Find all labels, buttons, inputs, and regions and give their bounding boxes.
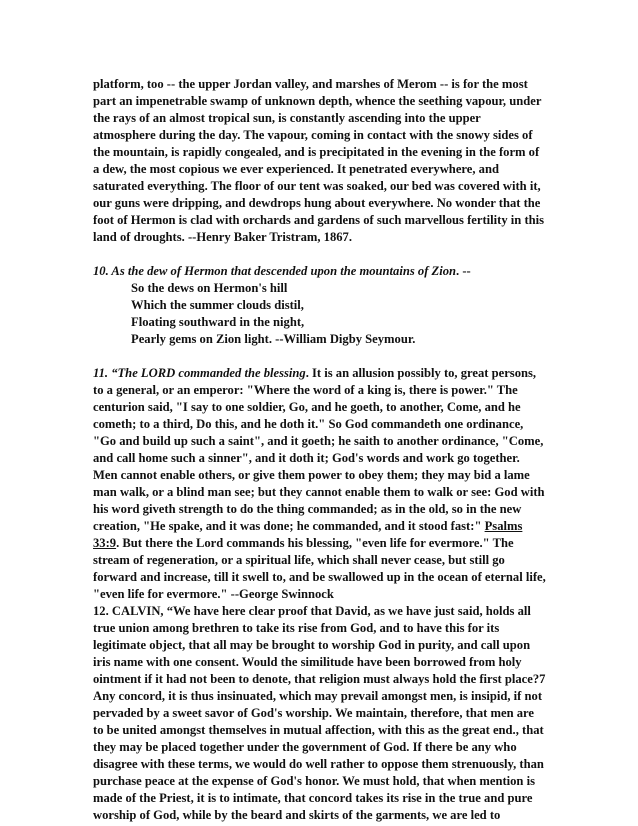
text-line: centurion said, "I say to one soldier, Go, and he goeth, to another, Come, and he	[93, 400, 521, 414]
text-line: ointment if it had not been to denote, that religion must always hold the first place?7	[93, 672, 546, 686]
text-line-with-link	[93, 535, 553, 552]
section-11	[93, 365, 553, 603]
text-line: they may be placed together under the government of God. If there be any who	[93, 740, 517, 754]
text-line: purchase peace at the expense of God's honor. We must hold, that when mention is	[93, 774, 535, 788]
text-line: the mountain, is rapidly congealed, and is precipitated in the evening in the form of	[93, 145, 540, 159]
text-line: to a general, or an emperor: "Where the word of a king is, there is power." The	[93, 383, 518, 397]
section-12-calvin	[93, 603, 553, 824]
verse-reference: 11. “The LORD commanded the blessing	[93, 366, 306, 380]
text-line: Any concord, it is thus insinuated, which may prevail amongst men, is insipid, if not	[93, 689, 543, 703]
text-line: iris name with one consent. Would the similitude have been borrowed from holy	[93, 655, 522, 669]
section-10	[93, 263, 553, 348]
poem-line: Floating southward in the night,	[131, 315, 305, 329]
text-line: and call home such a sinner", and it doth it; God's words and work go together.	[93, 451, 520, 465]
text-line: disagree with these terms, we would do well rather to oppose them strenuously, than	[93, 757, 544, 771]
text-line: "even life for evermore." --George Swinnock	[93, 587, 334, 601]
text-line: "Go and build up such a saint", and it goeth; he saith to another ordinance, "Come,	[93, 434, 544, 448]
text-run: . It is an allusion possibly to, great persons,	[305, 366, 537, 380]
text-run: creation, "He spake, and it was done; he commanded, and it stood fast:"	[93, 519, 485, 533]
text-line: a dew, the most copious we ever experienced. It penetrated everywhere, and	[93, 162, 499, 176]
text-line: land of droughts. --Henry Baker Tristram, 1867.	[93, 230, 352, 244]
text-line: part an impenetrable swamp of unknown depth, whence the seething vapour, under	[93, 94, 542, 108]
text-line: platform, too -- the upper Jordan valley, and marshes of Merom -- is for the most	[93, 77, 528, 91]
text-line: man walk, or a blind man see; but they cannot enable them to walk or see: God with	[93, 485, 545, 499]
text-line: cometh; to a third, Do this, and he doth it." So God commandeth one ordinance,	[93, 417, 524, 431]
text-line: the rays of an almost tropical sun, is constantly ascending into the upper	[93, 111, 481, 125]
text-line-with-link	[93, 518, 553, 535]
text-line: Men cannot enable others, or give them power to obey them; they may bid a lame	[93, 468, 530, 482]
poem-line: So the dews on Hermon's hill	[131, 281, 288, 295]
section-11-first-line	[93, 365, 553, 382]
text-line: true union among brethren to take its rise from God, and to have this for its	[93, 621, 500, 635]
text-line: atmosphere during the day. The vapour, coming in contact with the snowy sides of	[93, 128, 533, 142]
poem-line: Which the summer clouds distil,	[131, 298, 304, 312]
text-line: stream of regeneration, or a spiritual life, which shall never cease, but still go	[93, 553, 505, 567]
text-line: to be united amongst themselves in mutual affection, with this as the great end., that	[93, 723, 544, 737]
section-10-heading	[93, 263, 553, 280]
paragraph-tristram	[93, 76, 553, 246]
text-line: saturated everything. The floor of our tent was soaked, our bed was covered with it,	[93, 179, 541, 193]
heading-tail: . --	[456, 264, 471, 278]
psalms-link-continued[interactable]: 33:9	[93, 536, 117, 550]
text-line: 12. CALVIN, “We have here clear proof that David, as we have just said, holds all	[93, 604, 531, 618]
text-line: worship of God, while by the beard and skirts of the garments, we are led to	[93, 808, 501, 822]
text-line: pervaded by a sweet savor of God's worship. We maintain, therefore, that men are	[93, 706, 534, 720]
text-line: his word giveth strength to do the thing commanded; as in the old, so in the new	[93, 502, 522, 516]
text-line: our guns were dripping, and dewdrops hung about everywhere. No wonder that the	[93, 196, 541, 210]
text-line: legitimate object, that all may be brought to worship God in purity, and call upon	[93, 638, 531, 652]
text-line: foot of Hermon is clad with orchards and gardens of such marvellous fertility in this	[93, 213, 545, 227]
psalms-link[interactable]: Psalms	[484, 519, 523, 533]
text-line: forward and increase, till it swell to, and be swallowed up in the ocean of eternal life,	[93, 570, 546, 584]
verse-reference: 10. As the dew of Hermon that descended upon the mountains of Zion	[93, 264, 457, 278]
text-line: made of the Priest, it is to intimate, that concord takes its rise in the true and pure	[93, 791, 533, 805]
poem-line: Pearly gems on Zion light. --William Digby Seymour.	[131, 332, 416, 346]
text-run: . But there the Lord commands his blessing, "even life for evermore." The	[116, 536, 514, 550]
